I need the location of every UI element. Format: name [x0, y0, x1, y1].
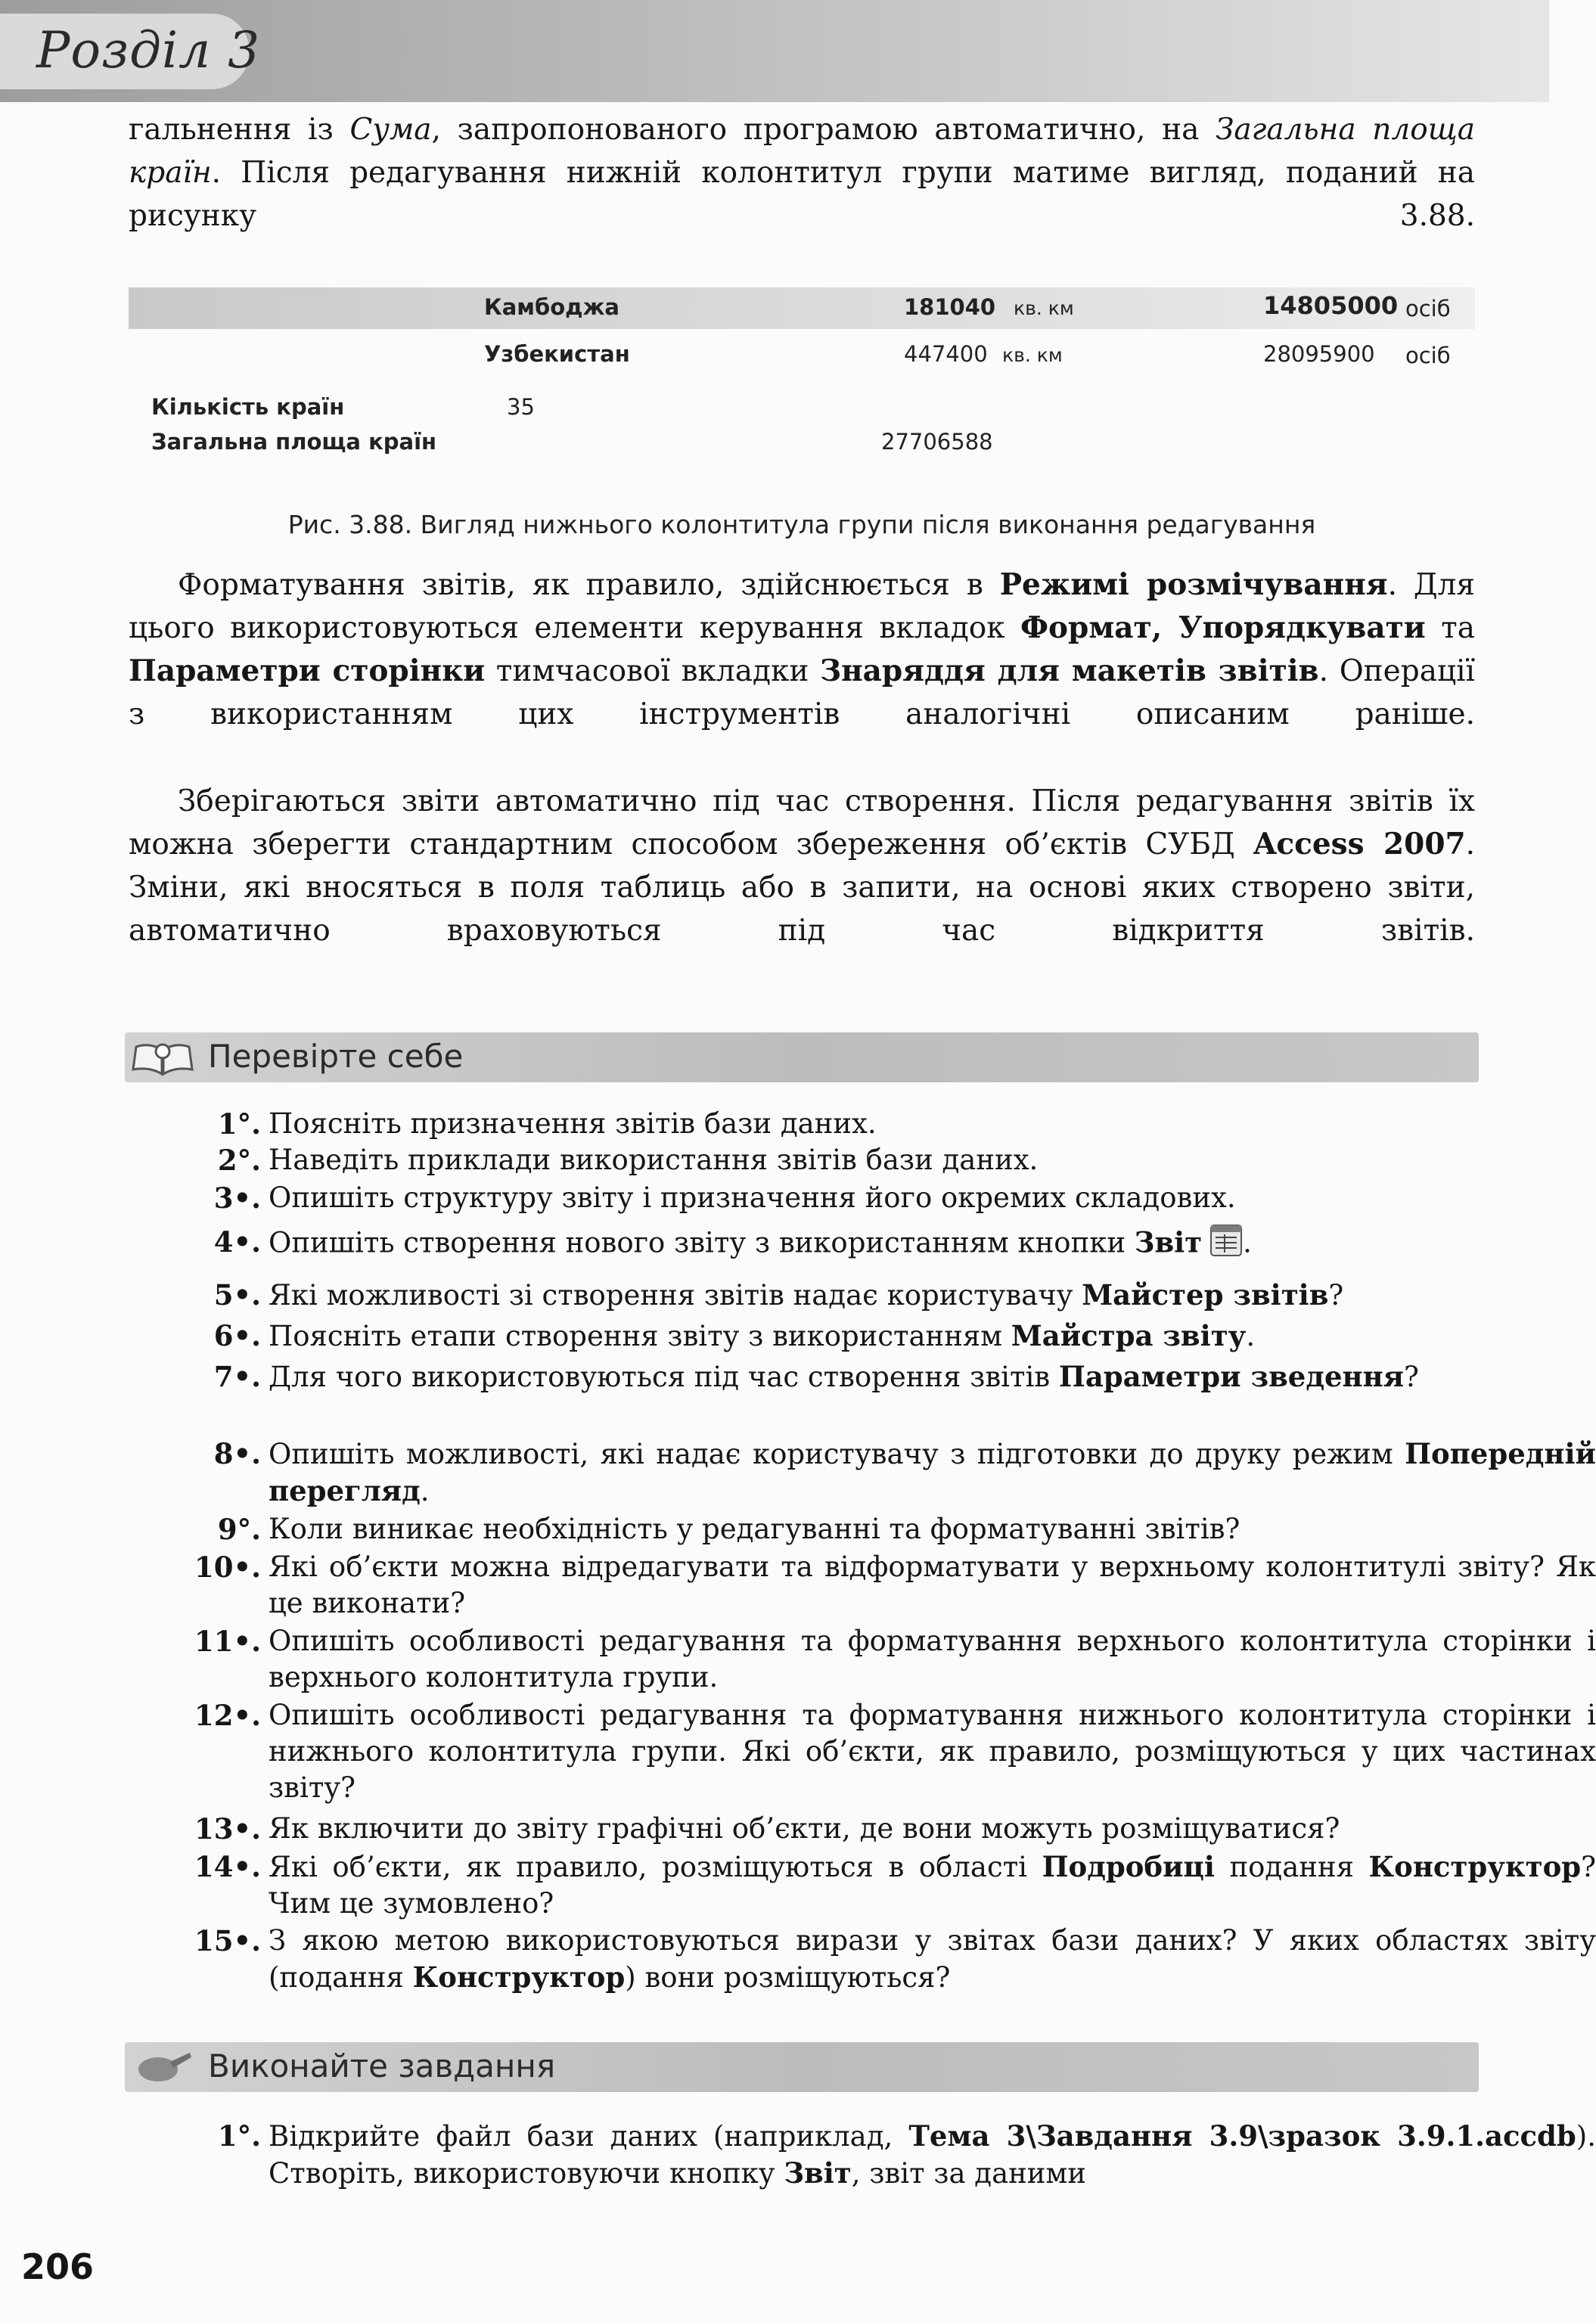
- do-task-header: [125, 2042, 1479, 2092]
- item-number: 1°.: [217, 1107, 261, 1141]
- item-number: 9°.: [217, 1513, 261, 1546]
- item-text: [269, 1224, 1596, 1266]
- text-run: Відкрийте файл бази даних (наприклад,: [269, 2120, 909, 2153]
- text-run: Конструктор: [412, 1960, 626, 1994]
- text-run: . Для цього використовуються елементи керування вкладок: [129, 568, 1475, 645]
- item-text: [269, 1142, 1596, 1178]
- text-run: Наведіть приклади використання звітів бази даних.: [269, 1144, 1039, 1176]
- item-text: [269, 2118, 1596, 2192]
- figure-population-1: 14805000: [1263, 291, 1399, 320]
- figure-total-value: 27706588: [881, 429, 993, 455]
- check-yourself-header: [125, 1032, 1479, 1082]
- item-number: 6•.: [213, 1319, 261, 1352]
- figure-count-value: 35: [507, 394, 535, 420]
- item-number: 10•.: [194, 1551, 261, 1584]
- item-number: 8•.: [213, 1437, 261, 1470]
- text-run: Попередній перегляд: [269, 1437, 1596, 1507]
- text-run: . Зміни, які вносяться в поля таблиць або в запити, на основі яких створено звіти, автоматично враховуються під час відкриття звітів.: [129, 827, 1475, 948]
- item-text: [269, 1849, 1596, 1922]
- item-number: 7•.: [213, 1360, 261, 1393]
- page-number: 206: [21, 2246, 95, 2287]
- text-run: , звіт за даними: [851, 2157, 1086, 2190]
- question-item: [129, 1180, 1475, 1216]
- item-text: [269, 1318, 1596, 1355]
- figure-count-label: Кількість країн: [151, 394, 345, 420]
- figure-country-2: Узбекистан: [484, 341, 630, 367]
- item-number: 3•.: [213, 1181, 261, 1215]
- text-run: Для чого використовуються під час створення звітів: [269, 1361, 1059, 1393]
- item-number: 15•.: [194, 1924, 261, 1957]
- open-book-icon: [129, 1036, 197, 1079]
- text-run: Формат, Упорядкувати: [1020, 610, 1426, 645]
- figure-pop-unit-1: осіб: [1405, 296, 1451, 321]
- text-run: Майстра звіту: [1011, 1319, 1247, 1352]
- text-run: Опишіть можливості, які надає користувачу з підготовки до друку режим: [269, 1438, 1405, 1470]
- question-item: [129, 1224, 1475, 1260]
- figure-caption: Рис. 3.88. Вигляд нижнього колонтитула групи після виконання редагування: [287, 510, 1316, 539]
- text-run: .: [1243, 1226, 1252, 1259]
- do-task-title: Виконайте завдання: [208, 2047, 556, 2085]
- task-item: [129, 2118, 1596, 2190]
- report-button-icon: [1209, 1224, 1243, 1266]
- text-run: Як включити до звіту графічні об’єкти, де вони можуть розміщуватися?: [269, 1812, 1340, 1845]
- item-text: [269, 1923, 1596, 1996]
- text-run: Які об’єкти можна відредагувати та відформатувати у верхньому колонтитулі звіту? Як це виконати?: [269, 1551, 1596, 1619]
- text-run: тимчасової вкладки: [485, 654, 820, 688]
- item-number: 5•.: [213, 1278, 261, 1312]
- text-run: Подробиці: [1042, 1850, 1215, 1883]
- figure-country-1: Камбоджа: [484, 294, 619, 320]
- text-run: Опишіть створення нового звіту з використанням кнопки: [269, 1226, 1135, 1259]
- text-run: Поясніть призначення звітів бази даних.: [269, 1107, 877, 1140]
- chapter-title: Розділ 3: [36, 21, 261, 79]
- item-text: [269, 1697, 1596, 1806]
- text-run: Access 2007: [1253, 827, 1466, 861]
- question-item: [129, 1436, 1596, 1508]
- figure-area-unit-2: кв. км: [1002, 344, 1063, 366]
- text-run: подання: [1214, 1851, 1369, 1883]
- intro-paragraph: [129, 108, 1475, 237]
- text-run: Конструктор: [1368, 1850, 1582, 1883]
- question-item: [129, 1277, 1475, 1313]
- text-run: . Після редагування нижній колонтитул групи матиме вигляд, поданий на рисунку 3.88.: [129, 156, 1475, 233]
- figure-population-2: 28095900: [1263, 341, 1375, 367]
- question-item: [129, 1549, 1596, 1622]
- text-run: Параметри сторінки: [129, 653, 486, 688]
- item-number: 2°.: [217, 1144, 261, 1177]
- item-text: [269, 1180, 1596, 1216]
- body-paragraph-formatting: [129, 563, 1475, 736]
- text-run: Коли виникає необхідність у редагуванні та форматуванні звітів?: [269, 1513, 1240, 1545]
- question-item: [129, 1811, 1475, 1847]
- text-run: ?: [1328, 1279, 1344, 1312]
- question-item: [129, 1697, 1596, 1806]
- text-run: Форматування звітів, як правило, здійснюється в: [178, 568, 1000, 602]
- question-item: [129, 1142, 1475, 1178]
- text-run: Опишіть структуру звіту і призначення його окремих складових.: [269, 1181, 1236, 1214]
- item-text: [269, 1511, 1596, 1547]
- text-run: Які можливості зі створення звітів надає користувачу: [269, 1279, 1082, 1312]
- text-run: Поясніть етапи створення звіту з використанням: [269, 1320, 1011, 1352]
- item-number: 12•.: [194, 1699, 261, 1732]
- body-paragraph-saving: [129, 780, 1475, 952]
- text-run: Знаряддя для макетів звітів: [819, 653, 1319, 688]
- item-number: 1°.: [217, 2119, 261, 2153]
- text-run: ) вони розміщуються?: [625, 1961, 951, 1994]
- question-item: [129, 1318, 1475, 1354]
- item-text: [269, 1623, 1596, 1696]
- figure-area-1: 181040: [904, 294, 996, 320]
- item-text: [269, 1436, 1596, 1510]
- text-run: Сума: [349, 113, 432, 147]
- item-text: [269, 1106, 1596, 1142]
- item-text: [269, 1277, 1596, 1314]
- check-yourself-title: Перевірте себе: [208, 1038, 464, 1075]
- text-run: , запропонованого програмою автоматично, на: [431, 113, 1216, 147]
- text-run: ?: [1404, 1361, 1419, 1393]
- text-run: гальнення із: [129, 113, 350, 147]
- figure-area-2: 447400: [904, 341, 988, 367]
- question-item: [129, 1849, 1596, 1921]
- pencil-hand-icon: [132, 2048, 193, 2086]
- text-run: З якою метою використовуються вирази у звітах бази даних? У яких областях звіту (подання: [269, 1924, 1596, 1994]
- figure-pop-unit-2: осіб: [1405, 343, 1451, 368]
- item-text: [269, 1811, 1596, 1847]
- text-run: Які об’єкти, як правило, розміщуються в області: [269, 1851, 1042, 1883]
- question-item: [129, 1511, 1475, 1547]
- text-run: Режимі розмічування: [999, 567, 1388, 602]
- text-run: та: [1425, 611, 1475, 645]
- figure-total-label: Загальна площа країн: [151, 429, 437, 455]
- question-item: [129, 1923, 1596, 1995]
- text-run: Опишіть особливості редагування та форматування нижнього колонтитула сторінки і нижнього колонтитула групи. Які об’єкти, як правило, розміщуються у цих частинах звіту?: [269, 1699, 1596, 1804]
- item-number: 4•.: [213, 1225, 261, 1259]
- question-item: [129, 1106, 1475, 1142]
- text-run: Звіт: [1134, 1225, 1203, 1259]
- text-run: ). Створіть, використовуючи кнопку: [269, 2120, 1596, 2190]
- text-run: Звіт: [784, 2156, 852, 2190]
- text-run: .: [420, 1475, 430, 1507]
- text-run: Загальна площа країн: [129, 113, 1475, 190]
- text-run: Зберігаються звіти автоматично під час створення. Після редагування звітів їх можна зберегти стандартним способом збереження об’єктів СУБД: [129, 784, 1475, 861]
- text-run: Опишіть особливості редагування та форматування верхнього колонтитула сторінки і верхнього колонтитула групи.: [269, 1625, 1596, 1693]
- item-number: 13•.: [194, 1812, 261, 1845]
- question-item: [129, 1623, 1596, 1696]
- item-number: 14•.: [194, 1850, 261, 1883]
- text-run: Майстер звітів: [1082, 1278, 1329, 1312]
- text-run: Тема 3\Завдання 3.9\зразок 3.9.1.accdb: [908, 2119, 1576, 2153]
- question-item: [129, 1358, 1475, 1431]
- text-run: Параметри зведення: [1058, 1360, 1405, 1393]
- item-text: [269, 1358, 1596, 1395]
- figure-area-unit-1: кв. км: [1014, 297, 1074, 319]
- text-run: . Операції з використанням цих інструментів аналогічні описаним раніше.: [129, 654, 1475, 731]
- text-run: .: [1246, 1320, 1256, 1352]
- item-text: [269, 1549, 1596, 1622]
- text-run: ? Чим це зумовлено?: [269, 1851, 1596, 1920]
- item-number: 11•.: [194, 1625, 261, 1658]
